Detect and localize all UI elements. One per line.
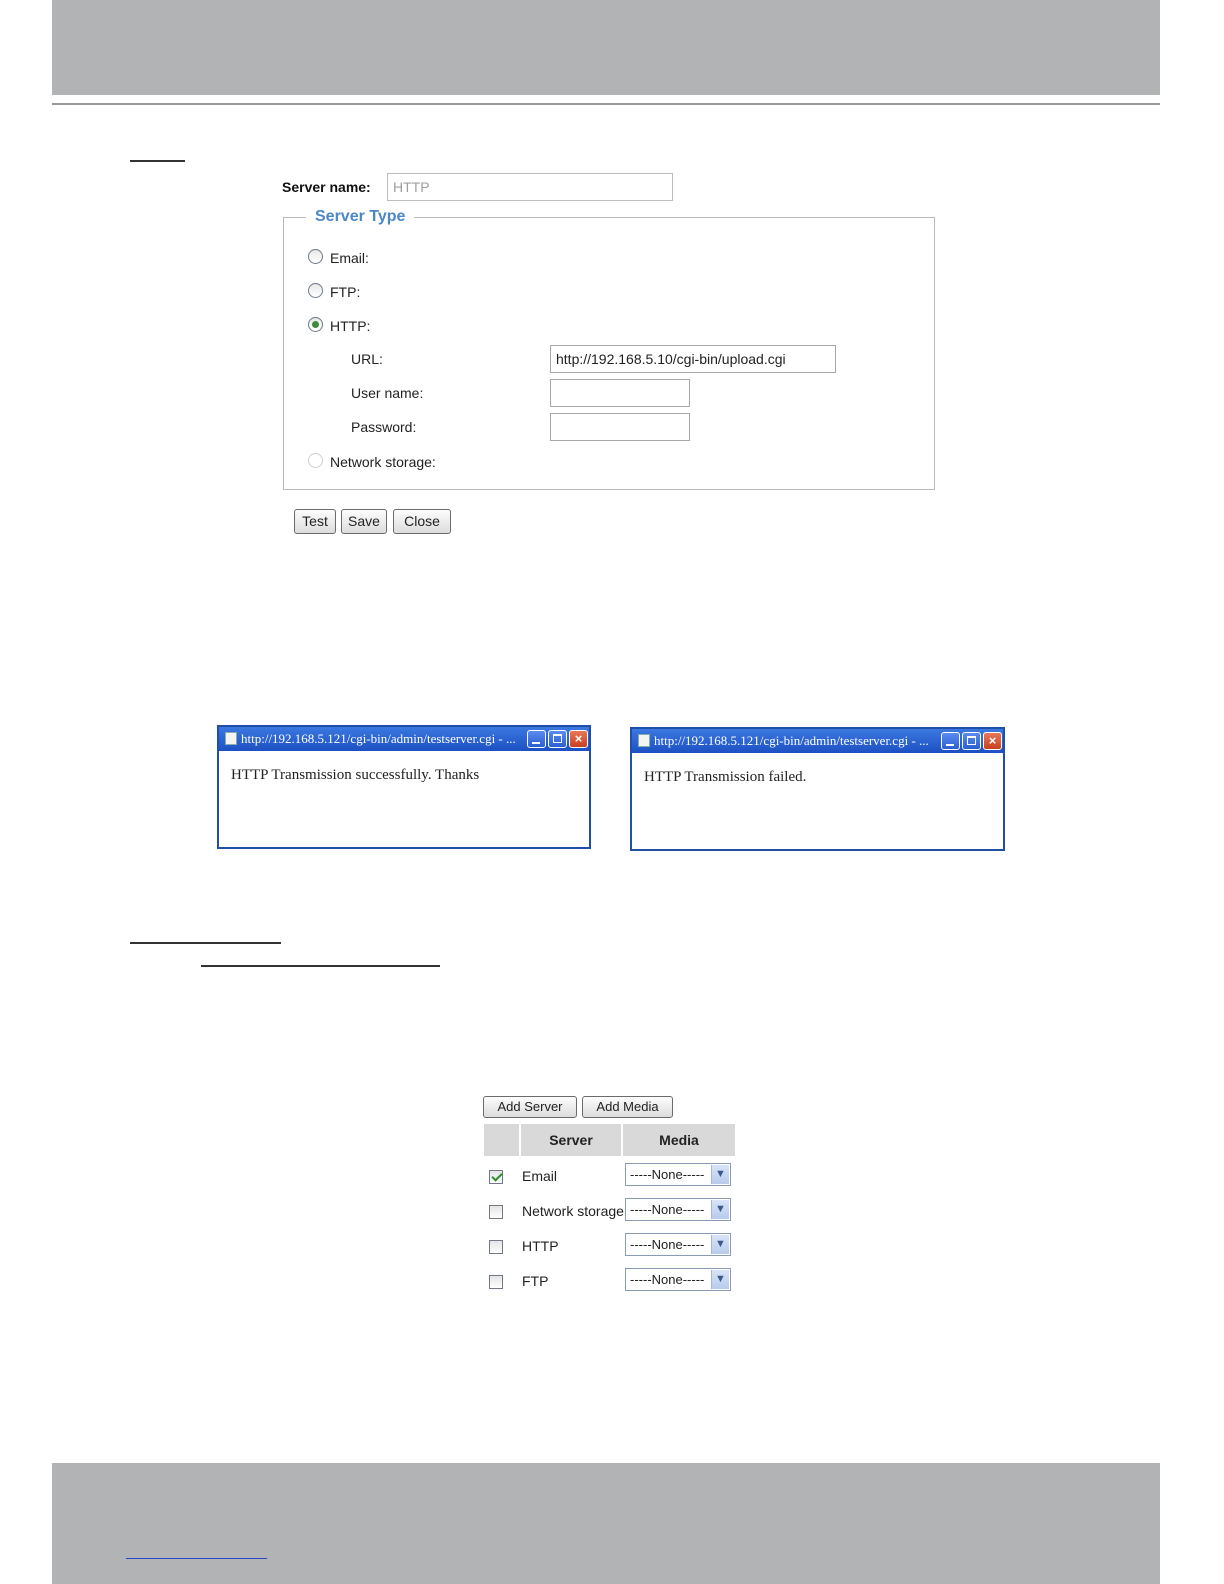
radio-ftp[interactable]: [308, 283, 323, 298]
popup-title: http://192.168.5.121/cgi-bin/admin/testserver.cgi - ...: [241, 731, 516, 746]
table-header-select: [484, 1124, 519, 1156]
popup-message: HTTP Transmission successfully. Thanks: [231, 767, 480, 783]
server-name-label: Server name:: [282, 179, 371, 195]
maximize-icon[interactable]: [962, 732, 981, 750]
row-checkbox-email[interactable]: [489, 1170, 503, 1184]
chevron-down-icon: ▼: [711, 1200, 729, 1219]
save-button[interactable]: Save: [341, 509, 387, 534]
section-heading-underline: [130, 942, 281, 944]
table-header-server: Server: [521, 1124, 621, 1156]
url-input[interactable]: http://192.168.5.10/cgi-bin/upload.cgi: [550, 345, 836, 373]
row-checkbox-http[interactable]: [489, 1240, 503, 1254]
table-header-media: Media: [623, 1124, 735, 1156]
media-select-value: -----None-----: [630, 1237, 705, 1252]
page-icon: [638, 734, 650, 747]
media-select-ftp[interactable]: [625, 1268, 731, 1291]
heading-underline: [130, 160, 185, 162]
close-icon[interactable]: ×: [983, 732, 1002, 750]
radio-network-storage-label: Network storage:: [330, 454, 436, 470]
minimize-icon[interactable]: [941, 732, 960, 750]
test-button[interactable]: Test: [294, 509, 336, 534]
radio-email-label: Email:: [330, 250, 369, 266]
media-select-network-storage[interactable]: [625, 1198, 731, 1221]
popup-titlebar: [219, 727, 589, 751]
minimize-icon[interactable]: [527, 730, 546, 748]
server-name-input[interactable]: HTTP: [387, 173, 673, 201]
media-select-value: -----None-----: [630, 1202, 705, 1217]
row-server-ftp: FTP: [522, 1273, 549, 1289]
media-select-value: -----None-----: [630, 1167, 705, 1182]
header-divider: [52, 103, 1160, 105]
url-label: URL:: [351, 351, 383, 367]
row-checkbox-ftp[interactable]: [489, 1275, 503, 1289]
close-button[interactable]: Close: [393, 509, 451, 534]
media-select-value: -----None-----: [630, 1272, 705, 1287]
popup-titlebar: [632, 729, 1003, 753]
row-checkbox-network-storage[interactable]: [489, 1205, 503, 1219]
password-input[interactable]: [550, 413, 690, 441]
radio-ftp-label: FTP:: [330, 284, 361, 300]
close-icon[interactable]: ×: [569, 730, 588, 748]
radio-http[interactable]: [308, 317, 323, 332]
popup-message: HTTP Transmission failed.: [644, 769, 807, 785]
row-server-http: HTTP: [522, 1238, 559, 1254]
footer-link-underline[interactable]: [126, 1558, 267, 1559]
page-footer-band: [52, 1463, 1160, 1584]
popup-success-window: [217, 725, 591, 849]
radio-network-storage: [308, 453, 323, 468]
row-server-network-storage: Network storage: [522, 1203, 624, 1219]
popup-title: http://192.168.5.121/cgi-bin/admin/testserver.cgi - ...: [654, 733, 929, 748]
media-select-email[interactable]: [625, 1163, 731, 1186]
add-media-button[interactable]: Add Media: [582, 1096, 673, 1118]
media-select-http[interactable]: [625, 1233, 731, 1256]
chevron-down-icon: ▼: [711, 1235, 729, 1254]
page-icon: [225, 732, 237, 745]
radio-http-label: HTTP:: [330, 318, 371, 334]
popup-failed-window: [630, 727, 1005, 851]
chevron-down-icon: ▼: [711, 1165, 729, 1184]
username-label: User name:: [351, 385, 424, 401]
row-server-email: Email: [522, 1168, 558, 1184]
add-server-button[interactable]: Add Server: [483, 1096, 577, 1118]
page-header-band: [52, 0, 1160, 95]
server-type-legend: Server Type: [306, 208, 414, 226]
maximize-icon[interactable]: [548, 730, 567, 748]
subsection-heading-underline: [201, 965, 440, 967]
chevron-down-icon: ▼: [711, 1270, 729, 1289]
username-input[interactable]: [550, 379, 690, 407]
radio-email[interactable]: [308, 249, 323, 264]
password-label: Password:: [351, 419, 417, 435]
